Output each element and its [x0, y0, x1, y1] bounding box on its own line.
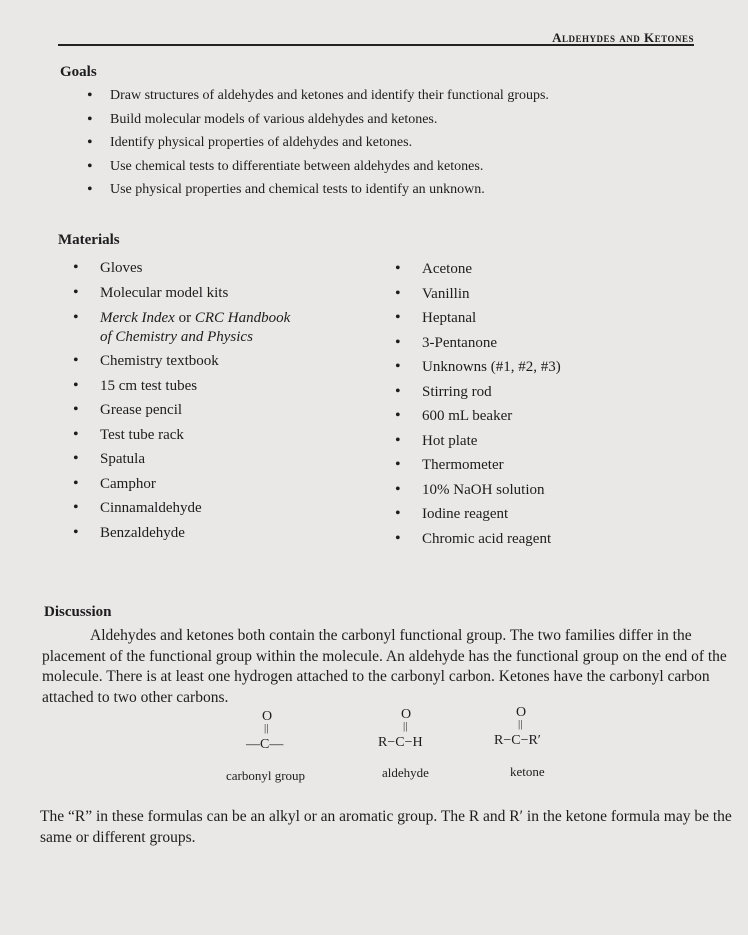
- material-item: • Camphor: [73, 476, 290, 501]
- goal-item: • Identify physical properties of aldehydes and ketones.: [88, 135, 549, 159]
- goal-item: • Draw structures of aldehydes and ketones and identify their functional groups.: [88, 88, 549, 112]
- materials-list-right: [395, 261, 561, 555]
- ketone-caption: ketone: [510, 764, 545, 779]
- material-item: • Grease pencil: [73, 402, 290, 427]
- carbonyl-caption: carbonyl group: [226, 768, 306, 783]
- or-text: or: [174, 310, 195, 326]
- goal-item: • Use physical properties and chemical tests to identify an unknown.: [88, 182, 549, 206]
- running-title: Aldehydes and Ketones: [552, 30, 694, 45]
- ketone-oxygen: O: [516, 705, 527, 720]
- crc-handbook-text: CRC Handbook: [194, 310, 291, 326]
- material-item: • Heptanal: [395, 310, 561, 335]
- materials-heading: Materials: [58, 232, 120, 248]
- carbonyl-oxygen: O: [262, 709, 273, 724]
- material-item: • Iodine reagent: [395, 506, 561, 531]
- ketone-double-bond: ||: [518, 718, 523, 730]
- material-item: [73, 309, 290, 353]
- materials-list-left: [73, 260, 290, 549]
- material-item: • 10% NaOH solution: [395, 482, 561, 507]
- aldehyde-double-bond: ||: [403, 720, 408, 732]
- material-item: • Test tube rack: [73, 427, 290, 452]
- goals-list: [88, 88, 549, 206]
- material-item: • Vanillin: [395, 286, 561, 311]
- material-item: • Stirring rod: [395, 384, 561, 409]
- material-item: • Acetone: [395, 261, 561, 286]
- material-item: • 3-Pentanone: [395, 335, 561, 360]
- merck-index-text: Merck Index: [100, 310, 175, 326]
- material-item: • Unknowns (#1, #2, #3): [395, 359, 561, 384]
- carbonyl-double-bond: ||: [264, 722, 269, 734]
- material-item: • Chromic acid reagent: [395, 531, 561, 556]
- discussion-paragraph: Aldehydes and ketones both contain the carbonyl functional group. The two families differ in the placement of the functional group within the molecule. An aldehyde has the functional group on the end of the molecule. There is at least one hydrogen attached to the carbonyl carbon. Ketones have the carbonyl carbon attached to two other carbons.: [42, 627, 727, 706]
- crc-handbook-subtitle: of Chemistry and Physics: [100, 329, 253, 345]
- material-item: • Benzaldehyde: [73, 525, 290, 550]
- goal-item: • Use chemical tests to differentiate between aldehydes and ketones.: [88, 159, 549, 183]
- aldehyde-caption: aldehyde: [382, 765, 429, 780]
- material-item: • Molecular model kits: [73, 285, 290, 310]
- aldehyde-oxygen: O: [401, 707, 412, 722]
- ketone-formula: R−C−R′: [494, 733, 541, 748]
- material-item: • Thermometer: [395, 457, 561, 482]
- material-item: • Chemistry textbook: [73, 353, 290, 378]
- material-item: • Gloves: [73, 260, 290, 285]
- discussion-heading: Discussion: [44, 604, 112, 620]
- aldehyde-formula: R−C−H: [378, 735, 423, 750]
- material-item: • Spatula: [73, 451, 290, 476]
- carbonyl-formula: —C—: [246, 737, 284, 752]
- material-item: • 15 cm test tubes: [73, 378, 290, 403]
- r-group-paragraph: The “R” in these formulas can be an alkyl or an aromatic group. The R and R′ in the ketone formula may be the same or different groups.: [40, 808, 732, 846]
- material-item: • 600 mL beaker: [395, 408, 561, 433]
- goal-item: • Build molecular models of various aldehydes and ketones.: [88, 112, 549, 136]
- goals-heading: Goals: [60, 64, 97, 80]
- material-item: • Cinnamaldehyde: [73, 500, 290, 525]
- material-item: • Hot plate: [395, 433, 561, 458]
